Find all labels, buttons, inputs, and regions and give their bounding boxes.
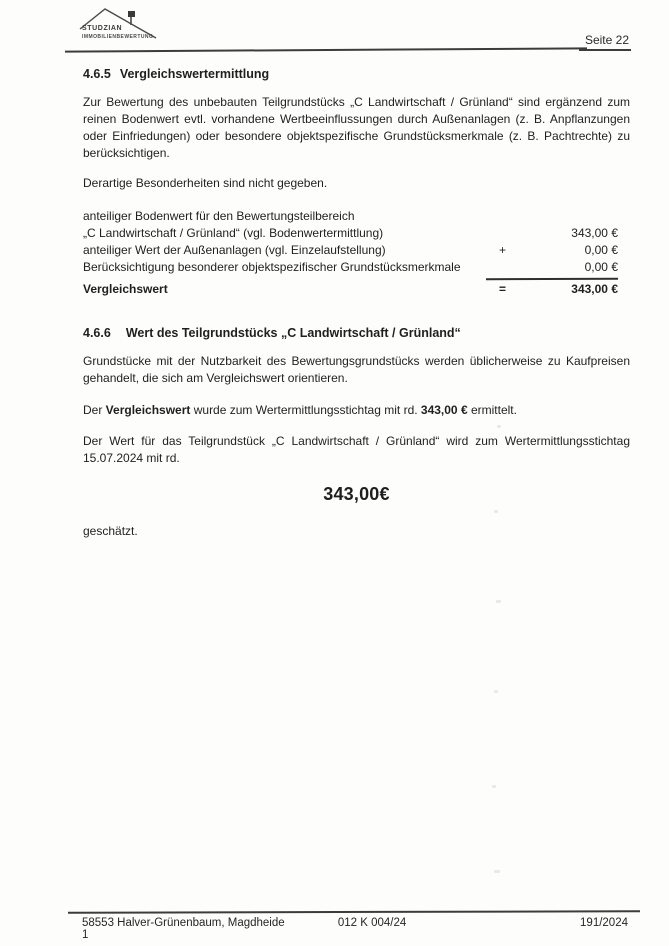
row-operator: + [499,243,507,257]
total-operator: = [499,282,507,296]
row-label-line2: „C Landwirtschaft / Grünland“ (vgl. Bodenwertermittlung) [83,226,384,240]
row-label: anteiliger Wert der Außenanlagen (vgl. Einzelaufstellung) [83,243,386,257]
text-fragment: wurde zum Wertermittlungsstichtag mit rd. [190,403,421,417]
text-fragment: Der [83,403,106,417]
text-fragment: ermittelt. [467,403,517,417]
paragraph-stichtag: Der Wert für das Teilgrundstück „C Landwirtschaft / Grünland“ wird zum Wertermittlungsstichtag 15.07.2024 mit rd. [83,434,630,465]
section-heading-4-6-5 [83,66,630,83]
paragraph-note: Derartige Besonderheiten sind nicht gegeben. [83,176,328,190]
row-value: 0,00 € [584,243,618,257]
logo-company-subtitle: IMMOBILIENBEWERTUNG [82,34,154,40]
scan-artifact [492,785,496,788]
table-row [83,242,630,259]
company-logo [78,6,158,44]
table-total-row [83,281,630,298]
scan-artifact [494,870,500,873]
paragraph-intro: Zur Bewertung des unbebauten Teilgrundstücks „C Landwirtschaft / Grünland“ sind ergänzend zum reinen Bodenwert evtl. vorhandene Wertbeeinflussungen durch Außenanlagen (z. B. Anpflanzungen oder Einfriedungen) oder besondere objektspezifische Grundstücksmerkmale (z. B. Pachtrechte) zu berücksichtigen. [83,95,630,160]
table-row [83,208,630,242]
table-row [83,259,630,276]
row-label [83,208,488,242]
footer-divider [68,910,640,913]
page-footer [82,917,628,941]
sum-divider [486,278,618,280]
section-heading-4-6-6 [83,325,630,342]
final-value: 343,00€ [323,484,390,504]
row-value: 343,00 € [571,226,618,240]
row-label: Berücksichtigung besonderer objektspezifischer Grundstücksmerkmale [83,260,461,274]
section-title: Wert des Teilgrundstücks „C Landwirtschaft / Grünland“ [125,326,461,340]
footer-address: 58553 Halver-Grünenbaum, Magdheide 1 [82,917,285,941]
section-number: 4.6.5 [83,67,111,81]
closing-word: geschätzt. [83,524,138,538]
logo-company-name: STUDZIAN [82,25,123,32]
page-number: Seite 22 [579,33,631,51]
total-value: 343,00 € [571,282,618,296]
row-value: 0,00 € [584,260,618,274]
paragraph-vergleichswert [83,402,630,419]
row-label-line1: anteiliger Bodenwert für den Bewertungsteilbereich [83,209,355,223]
section-title: Vergleichswertermittlung [119,67,270,81]
scan-artifact [497,425,501,428]
text-fragment-bold: Vergleichswert [105,403,191,417]
header-divider [65,47,587,52]
scan-artifact [496,600,501,603]
total-label: Vergleichswert [83,282,168,296]
scan-artifact [494,510,498,513]
paragraph-usage: Grundstücke mit der Nutzbarkeit des Bewertungsgrundstücks werden üblicherweise zu Kaufpreisen gehandelt, die sich am Vergleichswert orientieren. [83,354,630,385]
text-fragment-bold: 343,00 € [420,403,468,417]
page-content [83,66,630,540]
scan-artifact [494,690,498,693]
value-calculation-table [83,208,630,298]
section-number: 4.6.6 [83,326,111,340]
footer-doc-number: 191/2024 [580,917,628,929]
footer-file-number: 012 K 004/24 [337,917,407,929]
